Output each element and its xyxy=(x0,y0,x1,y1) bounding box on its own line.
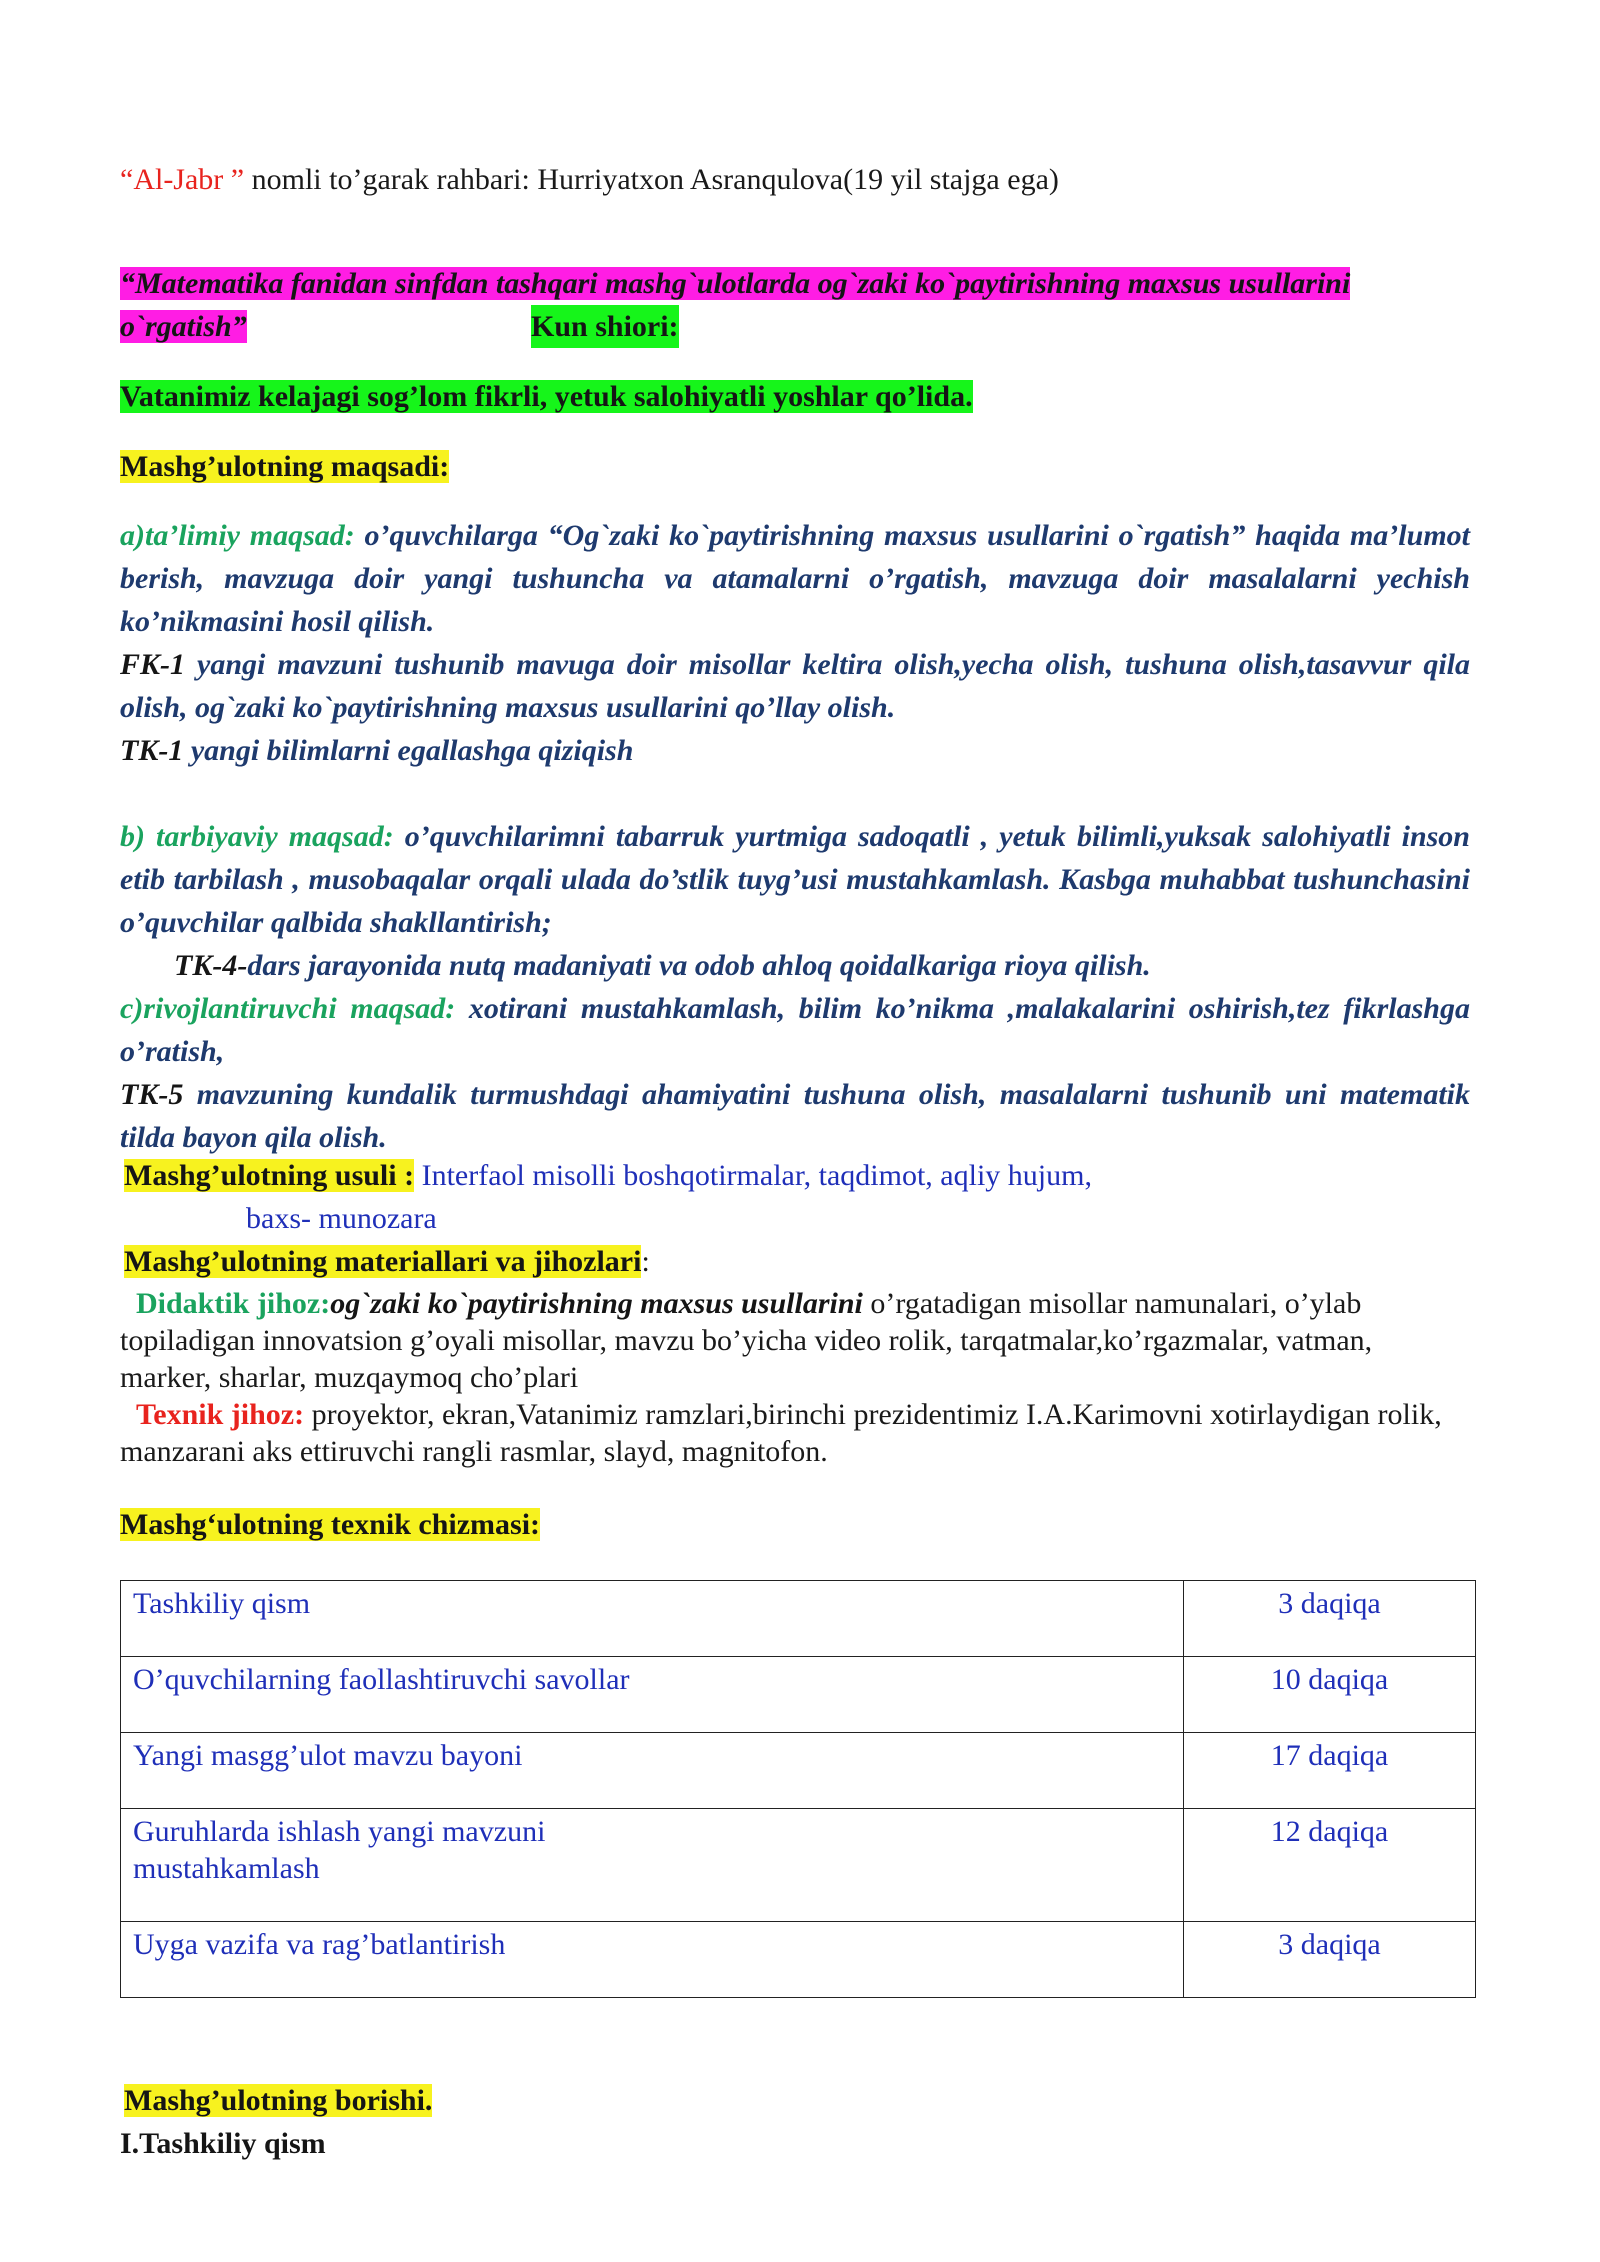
didactic-emph: og`zaki ko`paytirishning maxsus usullarini xyxy=(330,1287,863,1320)
motto-label: Kun shiori: xyxy=(531,305,679,348)
plan-heading xyxy=(120,1503,1470,1546)
didactic-label: Didaktik jihoz: xyxy=(136,1287,331,1320)
time-cell: 12 daqiqa xyxy=(1184,1809,1476,1922)
fk1-text: yangi mavzuni tushunib mavuga doir misollar keltira olish,yecha olish, tushuna olish,tasavvur qila olish, og`zaki ko`paytirishning maxsus usullarini qo’llay olish. xyxy=(120,648,1470,724)
tk5-text: mavzuning kundalik turmushdagi ahamiyatini tushuna olish, masalalarni tushunib uni matematik tilda bayon qila olish. xyxy=(120,1078,1470,1154)
tk1-text: yangi bilimlarni egallashga qiziqish xyxy=(183,734,634,767)
progress-heading: Mashg’ulotning borishi. xyxy=(124,2084,433,2117)
time-cell: 3 daqiqa xyxy=(1184,1922,1476,1998)
time-cell: 3 daqiqa xyxy=(1184,1581,1476,1657)
table-row xyxy=(121,1657,1476,1733)
tk5-label: TK-5 xyxy=(120,1078,184,1111)
lesson-plan-table xyxy=(120,1580,1476,1998)
didactic-text: o’rgatadigan misollar namunalari, o’ylab topiladigan innovatsion g’oyali misollar, mavzu bo’yicha video rolik, tarqatmalar,ko’rgazmalar, vatman, marker, sharlar, muzqaymoq cho’plari xyxy=(120,1287,1373,1394)
leader-text: nomli to’garak rahbari: Hurriyatxon Asranqulova(19 yil stajga ega) xyxy=(244,163,1059,196)
table-row xyxy=(121,1733,1476,1809)
motto-text: Vatanimiz kelajagi sog’lom fikrli, yetuk salohiyatli yoshlar qo’lida. xyxy=(120,380,973,413)
tk4-label: TK-4- xyxy=(174,949,248,982)
motto xyxy=(120,375,1470,418)
technical-label: Texnik jihoz: xyxy=(136,1398,305,1431)
topic-line-2: o`rgatish” xyxy=(120,310,247,343)
plan-heading-text: Mashg‘ulotning texnik chizmasi: xyxy=(120,1508,541,1541)
time-cell: 10 daqiqa xyxy=(1184,1657,1476,1733)
tk4-text: dars jarayonida nutq madaniyati va odob ahloq qoidalkariga rioya qilish. xyxy=(247,949,1151,982)
stage-cell: Tashkiliy qism xyxy=(121,1581,1184,1657)
table-row xyxy=(121,1581,1476,1657)
materials-colon: : xyxy=(641,1245,650,1278)
stage-text: Guruhlarda ishlash yangi mavzuni mustahkamlash xyxy=(133,1815,546,1885)
lesson-topic xyxy=(120,262,1470,348)
goals-heading-text: Mashg’ulotning maqsadi: xyxy=(120,450,450,483)
materials-label: Mashg’ulotning materiallari va jihozlari xyxy=(124,1245,642,1278)
club-name: “Al-Jabr ” xyxy=(120,163,245,196)
edu-goal-text: o’quvchilarga “Og`zaki ko`paytirishning maxsus usullarini o`rgatish” haqida ma’lumot berish, mavzuga doir yangi tushuncha va atamalarni o’rgatish, mavzuga doir masalalarni yechish ko’nikmasini hosil qilish. xyxy=(120,519,1470,638)
progress-section xyxy=(120,2079,1470,2165)
stage-cell xyxy=(121,1809,1184,1922)
method xyxy=(120,1154,1470,1240)
goals-heading xyxy=(120,445,1470,488)
table-row xyxy=(121,1922,1476,1998)
tk1-label: TK-1 xyxy=(120,734,184,767)
goals-body xyxy=(120,514,1470,1159)
stage-cell: Yangi masgg’ulot mavzu bayoni xyxy=(121,1733,1184,1809)
method-label: Mashg’ulotning usuli : xyxy=(124,1159,415,1192)
upbringing-goal-text: o’quvchilarimni tabarruk yurtmiga sadoqatli , yetuk bilimli,yuksak salohiyatli inson etib tarbilash , musobaqalar orqali ulada do’stlik tuyg’usi mustahkamlash. Kasbga muhabbat tushunchasini o’quvchilar qalbida shakllantirish; xyxy=(120,820,1470,939)
materials xyxy=(120,1240,1470,1470)
development-goal-label: c)rivojlantiruvchi maqsad: xyxy=(120,992,456,1025)
club-header xyxy=(120,158,1470,201)
topic-line-1: “Matematika fanidan sinfdan tashqari mashg`ulotlarda og`zaki ko`paytirishning maxsus usullarini xyxy=(120,267,1351,300)
stage-cell: Uyga vazifa va rag’batlantirish xyxy=(121,1922,1184,1998)
section-organizational: I.Tashkiliy qism xyxy=(120,2127,326,2160)
edu-goal-label: a)ta’limiy maqsad: xyxy=(120,519,355,552)
method-text-1: Interfaol misolli boshqotirmalar, taqdimot, aqliy hujum, xyxy=(414,1159,1092,1192)
table-row xyxy=(121,1809,1476,1922)
method-text-2: baxs- munozara xyxy=(246,1202,437,1235)
fk1-label: FK-1 xyxy=(120,648,186,681)
stage-cell: O’quvchilarning faollashtiruvchi savollar xyxy=(121,1657,1184,1733)
development-goal-text: xotirani mustahkamlash, bilim ko’nikma ,malakalarini oshirish,tez fikrlashga o’ratish, xyxy=(120,992,1470,1068)
time-cell: 17 daqiqa xyxy=(1184,1733,1476,1809)
upbringing-goal-label: b) tarbiyaviy maqsad: xyxy=(120,820,394,853)
technical-text: proyektor, ekran,Vatanimiz ramzlari,birinchi prezidentimiz I.A.Karimovni xotirlaydigan rolik, manzarani aks ettiruvchi rangli rasmlar, slayd, magnitofon. xyxy=(120,1398,1442,1468)
